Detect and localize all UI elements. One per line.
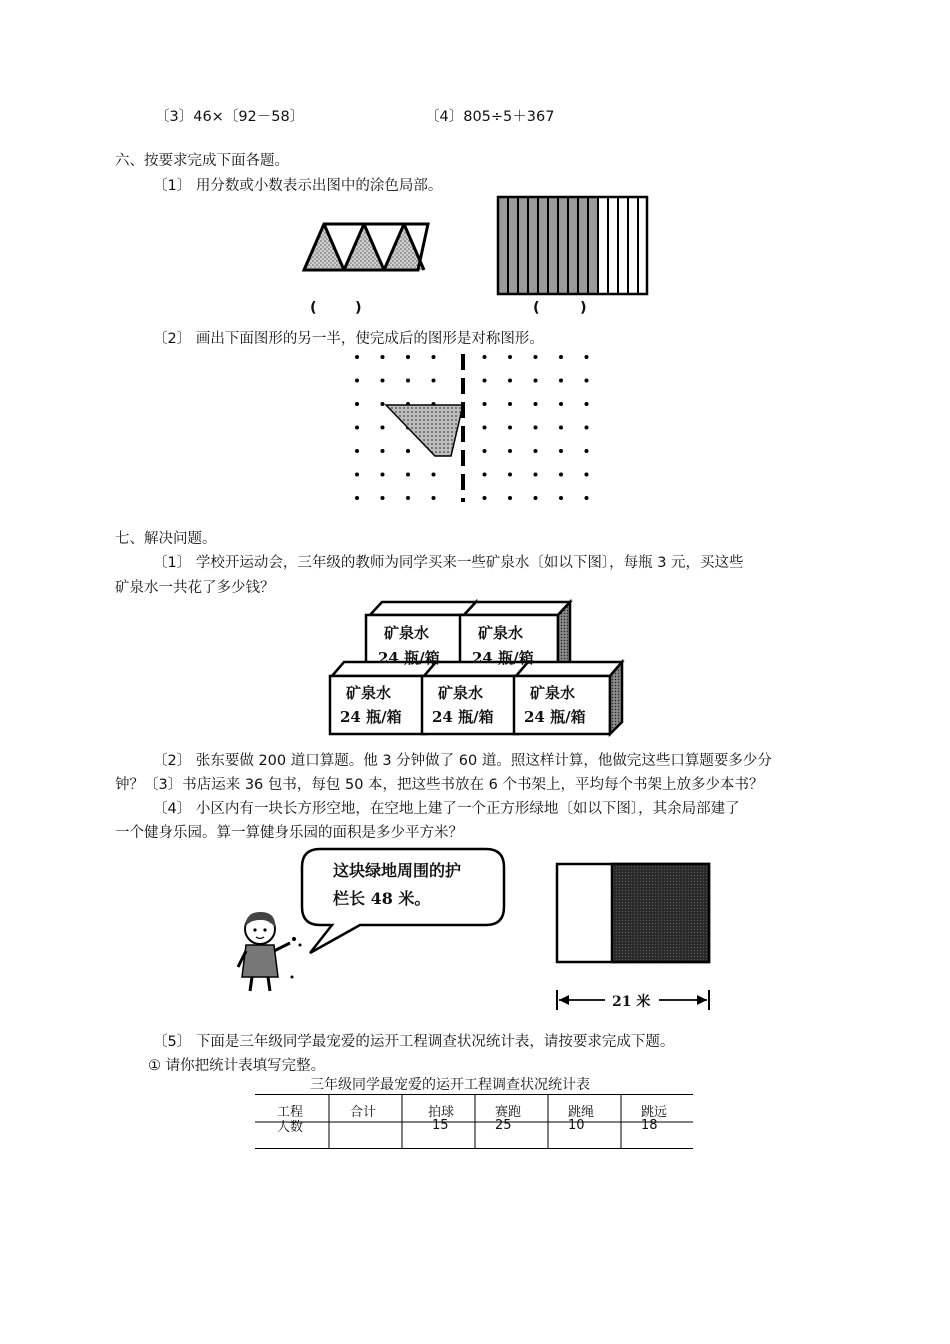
section-7-q4-line1: 〔4〕 小区内有一块长方形空地，在空地上建了一个正方形绿地〔如以下图〕，其余局部建了 xyxy=(153,801,740,817)
grid-dot xyxy=(534,426,538,430)
table-cell-race: 25 xyxy=(495,1118,512,1133)
grid-dot xyxy=(483,426,487,430)
grid-dot xyxy=(483,473,487,477)
grid-dot xyxy=(585,426,589,430)
striped-rectangle-figure xyxy=(497,196,649,296)
grid-dot xyxy=(355,355,359,359)
grid-dot xyxy=(432,379,436,383)
grid-dot xyxy=(585,379,589,383)
grid-dot xyxy=(534,379,538,383)
grid-dot xyxy=(381,473,385,477)
grid-dot xyxy=(508,473,512,477)
grid-dot xyxy=(483,402,487,406)
calc-item-4: 〔4〕805÷5＋367 xyxy=(425,109,555,125)
grid-dot xyxy=(432,355,436,359)
table-header-jump: 跳远 xyxy=(641,1105,668,1120)
section-6-q2: 〔2〕 画出下面图形的另一半，使完成后的图形是对称图形。 xyxy=(153,331,544,347)
grid-dot xyxy=(559,449,563,453)
grid-dot xyxy=(483,355,487,359)
grid-dot xyxy=(483,379,487,383)
grid-dot xyxy=(534,496,538,500)
grid-dot xyxy=(381,496,385,500)
section-6-heading: 六、按要求完成下面各题。 xyxy=(115,153,289,169)
table-corner-top: 工程 xyxy=(277,1105,304,1120)
table-header-total: 合计 xyxy=(350,1105,377,1120)
table-corner-bottom: 人数 xyxy=(277,1120,304,1135)
field-rectangle-figure xyxy=(555,862,715,1012)
grid-dot xyxy=(355,379,359,383)
table-cell-ball: 15 xyxy=(432,1118,449,1133)
section-7-q4-line2: 一个健身乐园。算一算健身乐园的面积是多少平方米？ xyxy=(115,825,463,841)
box-label-bottom-3-1: 矿泉水 xyxy=(530,684,576,702)
section-7-q2-line2: 钟？〔3〕书店运来 36 包书，每包 50 本，把这些书放在 6 个书架上，平均每个书架上放多少本书？ xyxy=(115,777,764,793)
grid-dot xyxy=(508,426,512,430)
grid-dot xyxy=(585,449,589,453)
symmetry-dot-grid xyxy=(350,350,600,510)
grid-dot xyxy=(355,473,359,477)
child-illustration xyxy=(232,905,312,995)
box-label-top-left-2: 24 瓶/箱 xyxy=(378,649,440,667)
grid-dot xyxy=(381,426,385,430)
grid-dot xyxy=(559,379,563,383)
grid-dot xyxy=(508,355,512,359)
box-label-bottom-2-2: 24 瓶/箱 xyxy=(432,708,494,726)
grid-dot xyxy=(406,496,410,500)
grid-dot xyxy=(406,379,410,383)
section-7-q2-line1: 〔2〕 张东要做 200 道口算题。他 3 分钟做了 60 道。照这样计算，他做完这些口算题要多少分 xyxy=(153,753,772,769)
section-7-q1-line2: 矿泉水一共花了多少钱？ xyxy=(115,580,275,596)
grid-dot xyxy=(559,426,563,430)
grid-dot xyxy=(559,355,563,359)
table-header-rope: 跳绳 xyxy=(568,1105,595,1120)
grid-dot xyxy=(355,426,359,430)
section-7-heading: 七、解决问题。 xyxy=(115,531,217,547)
grid-dot xyxy=(381,355,385,359)
box-label-bottom-1-1: 矿泉水 xyxy=(346,684,392,702)
table-title: 三年级同学最宠爱的运开工程调查状况统计表 xyxy=(310,1077,590,1093)
grid-dot xyxy=(534,449,538,453)
grid-dot xyxy=(381,449,385,453)
grid-dot xyxy=(559,402,563,406)
bubble-text-line2: 栏长 48 米。 xyxy=(333,889,431,908)
grid-dot xyxy=(355,402,359,406)
grid-dot xyxy=(381,402,385,406)
grid-dot xyxy=(406,355,410,359)
grid-dot xyxy=(559,473,563,477)
grid-dot xyxy=(508,449,512,453)
grid-dot xyxy=(508,379,512,383)
section-7-q1-line1: 〔1〕 学校开运动会，三年级的教师为同学买来一些矿泉水〔如以下图〕，每瓶 3 元，买这些 xyxy=(153,555,744,571)
grid-dot xyxy=(585,355,589,359)
box-label-bottom-2-1: 矿泉水 xyxy=(438,684,484,702)
stat-table-lines xyxy=(255,1094,695,1154)
grid-dot xyxy=(483,449,487,453)
grid-dot xyxy=(432,496,436,500)
grid-dot xyxy=(406,473,410,477)
triangle-strip-figure xyxy=(300,220,435,275)
grid-dot xyxy=(585,402,589,406)
table-header-race: 赛跑 xyxy=(495,1105,522,1120)
grid-dot xyxy=(534,355,538,359)
grid-dot xyxy=(508,402,512,406)
bubble-text-line1: 这块绿地周围的护 xyxy=(333,861,462,880)
grid-dot xyxy=(483,496,487,500)
grid-dot xyxy=(381,379,385,383)
section-7-q5-sub1: ① 请你把统计表填写完整。 xyxy=(148,1058,326,1074)
section-7-q5-line1: 〔5〕 下面是三年级同学最宠爱的运开工程调查状况统计表，请按要求完成下题。 xyxy=(153,1034,675,1050)
grid-dot xyxy=(534,402,538,406)
grid-dot xyxy=(355,449,359,453)
box-label-top-left-1: 矿泉水 xyxy=(384,624,430,642)
answer-blank-1-close: ) xyxy=(355,300,362,316)
section-6-q1: 〔1〕 用分数或小数表示出图中的涂色局部。 xyxy=(153,178,443,194)
grid-dot xyxy=(534,473,538,477)
grid-dot xyxy=(585,473,589,477)
box-label-top-right-2: 24 瓶/箱 xyxy=(472,649,534,667)
table-header-ball: 拍球 xyxy=(428,1105,455,1120)
answer-blank-2-close: ) xyxy=(580,300,587,316)
grid-dot xyxy=(508,496,512,500)
table-cell-rope: 10 xyxy=(568,1118,585,1133)
grid-dot xyxy=(406,449,410,453)
answer-blank-2-open: ( xyxy=(533,300,540,316)
grid-dot xyxy=(559,496,563,500)
grid-dot xyxy=(585,496,589,500)
box-label-bottom-3-2: 24 瓶/箱 xyxy=(524,708,586,726)
table-cell-jump: 18 xyxy=(641,1118,658,1133)
grid-dot xyxy=(355,496,359,500)
box-label-top-right-1: 矿泉水 xyxy=(478,624,524,642)
water-box-stack xyxy=(326,600,626,740)
box-label-bottom-1-2: 24 瓶/箱 xyxy=(340,708,402,726)
answer-blank-1-open: ( xyxy=(310,300,317,316)
dimension-label: 21 米 xyxy=(612,994,651,1010)
calc-item-3: 〔3〕46×〔92－58〕 xyxy=(155,109,305,125)
grid-dot xyxy=(432,473,436,477)
